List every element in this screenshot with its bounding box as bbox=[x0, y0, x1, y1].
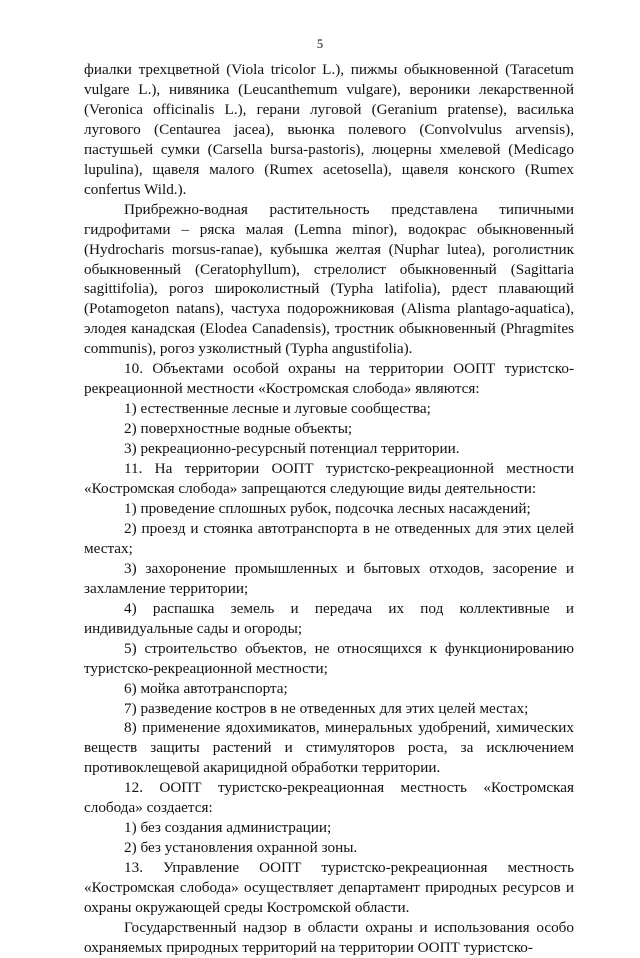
list-item-prohibited-6: 6) мойка автотранспорта; bbox=[124, 679, 288, 697]
list-item-creation-1: 1) без создания администрации; bbox=[124, 819, 332, 837]
list-item-protected-3: 3) рекреационно-ресурсный потенциал территории. bbox=[124, 440, 460, 458]
paragraph-section-11: 11. На территории ООПТ туристско-рекреационной местности «Костромская слобода» запрещаются следующие виды деятельности: bbox=[84, 460, 574, 498]
list-item-prohibited-5: 5) строительство объектов, не относящихся к функционированию туристско-рекреационной местности; bbox=[84, 639, 574, 677]
list-item-prohibited-8: 8) применение ядохимикатов, минеральных удобрений, химических веществ защиты растений и стимуляторов роста, за исключением противоклещевой акарицидной обработки территории. bbox=[84, 719, 574, 777]
document-body bbox=[84, 60, 574, 958]
page-number: 5 bbox=[316, 37, 324, 51]
paragraph-plant-list-continued: фиалки трехцветной (Viola tricolor L.), пижмы обыкновенной (Taracetum vulgare L.), нивяника (Leucanthemum vulgare), вероники лекарственной (Veronica officinalis L.), герани луговой (Geranium pratense), василька лугового (Centaurea jacea), вьюнка полевого (Convolvulus arvensis), пастушьей сумки (Carsella bursa-pastoris), люцерны хмелевой (Medicago lupulina), щавеля малого (Rumex acetosella), щавеля конского (Rumex confertus Wild.). bbox=[84, 61, 574, 198]
list-item-prohibited-1: 1) проведение сплошных рубок, подсочка лесных насаждений; bbox=[124, 499, 531, 517]
paragraph-section-12: 12. ООПТ туристско-рекреационная местность «Костромская слобода» создается: bbox=[84, 779, 574, 817]
paragraph-aquatic-vegetation: Прибрежно-водная растительность представлена типичными гидрофитами – ряска малая (Lemna minor), водокрас обыкновенный (Hydrocharis morsus-ranae), кубышка желтая (Nuphar lutea), роголистник обыкновенный (Ceratophyllum), стрелолист обыкновенный (Sagittaria sagittifolia), рогоз широколистный (Typha latifolia), рдест плавающий (Potamogeton natans), частуха подорожниковая (Alisma plantago-aquatica), элодея канадская (Elodea Canadensis), тростник обыкновенный (Phragmites communis), рогоз узколистный (Typha angustifolia). bbox=[84, 200, 574, 358]
list-item-prohibited-2: 2) проезд и стоянка автотранспорта в не отведенных для этих целей местах; bbox=[84, 519, 574, 557]
paragraph-state-supervision: Государственный надзор в области охраны и использования особо охраняемых природных территорий на территории ООПТ туристско- bbox=[84, 918, 574, 956]
list-item-prohibited-3: 3) захоронение промышленных и бытовых отходов, засорение и захламление территории; bbox=[84, 559, 574, 597]
paragraph-section-13: 13. Управление ООПТ туристско-рекреационная местность «Костромская слобода» осуществляет департамент природных ресурсов и охраны окружающей среды Костромской области. bbox=[84, 859, 574, 917]
list-item-protected-2: 2) поверхностные водные объекты; bbox=[124, 420, 353, 438]
paragraph-section-10: 10. Объектами особой охраны на территории ООПТ туристско-рекреационной местности «Костромская слобода» являются: bbox=[84, 360, 574, 398]
list-item-prohibited-4: 4) распашка земель и передача их под коллективные и индивидуальные сады и огороды; bbox=[84, 599, 574, 637]
list-item-protected-1: 1) естественные лесные и луговые сообщества; bbox=[124, 400, 431, 418]
list-item-creation-2: 2) без установления охранной зоны. bbox=[124, 839, 358, 857]
list-item-prohibited-7: 7) разведение костров в не отведенных для этих целей местах; bbox=[124, 699, 529, 717]
